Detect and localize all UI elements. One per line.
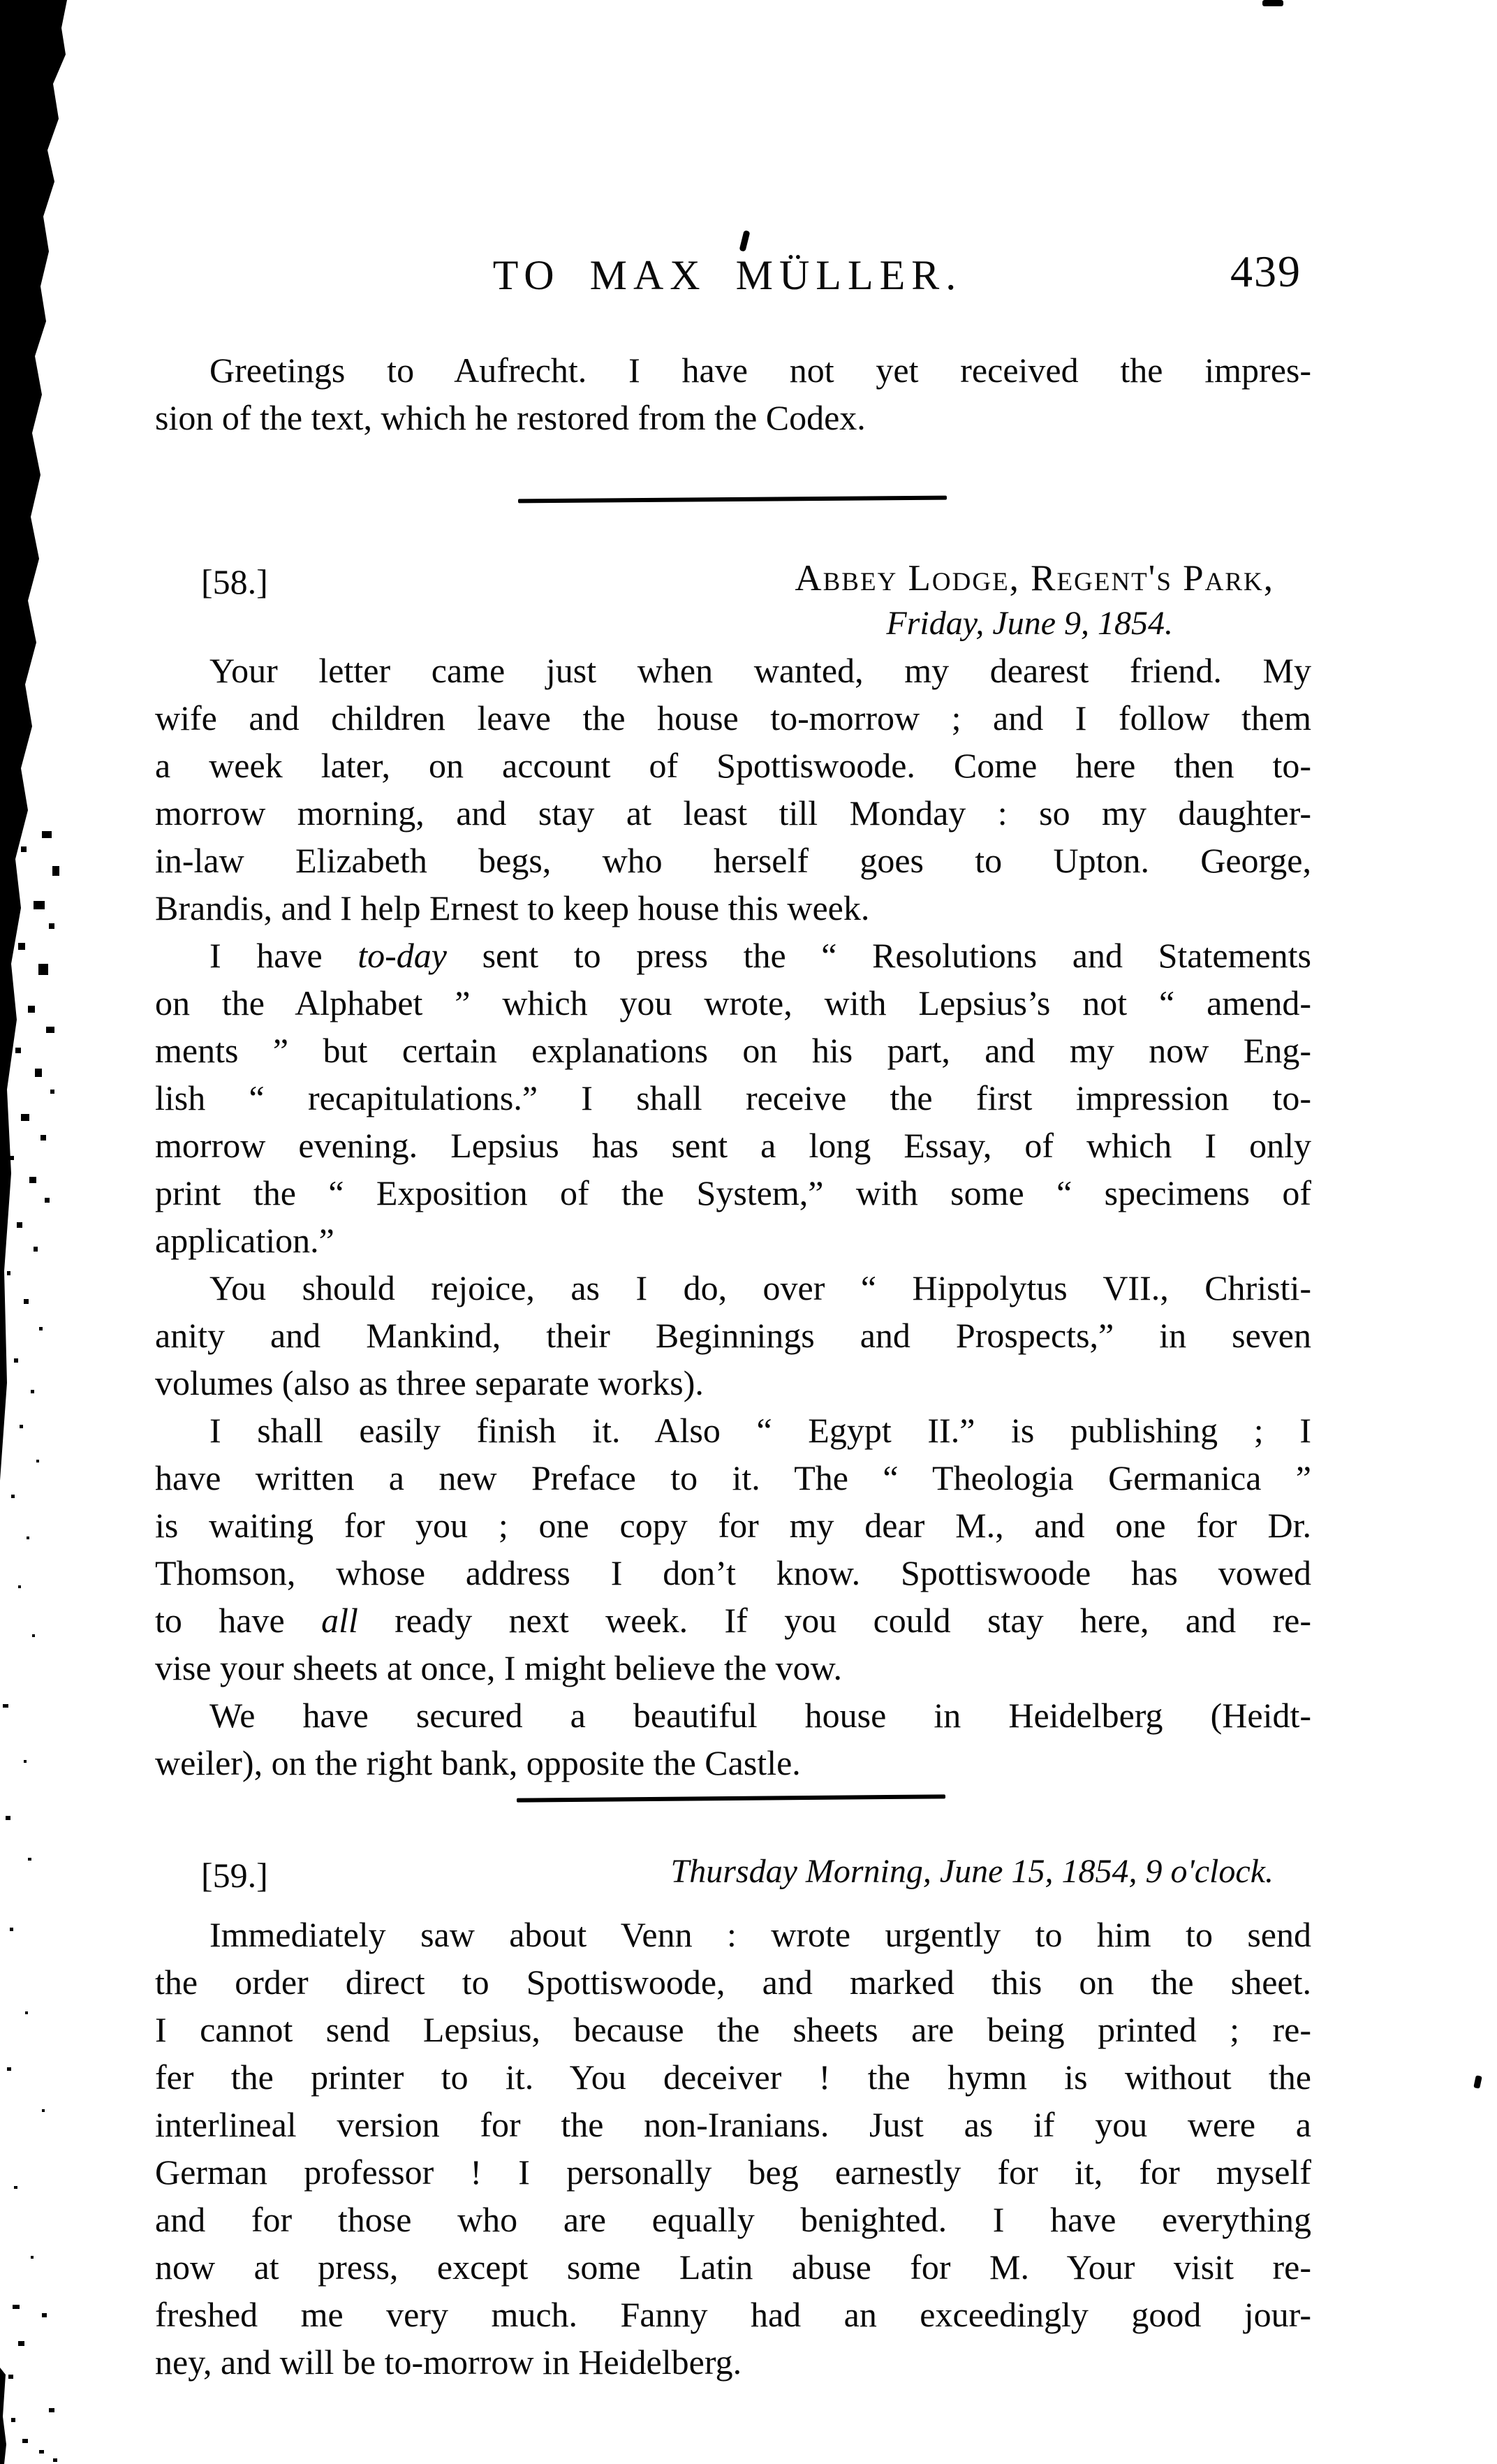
text-line: volumes (also as three separate works).: [155, 1363, 704, 1402]
letter-place: Abbey Lodge, Regent's Park,: [795, 558, 1274, 599]
text-line: the order direct to Spottiswoode, and marked this on the sheet.: [155, 1963, 1311, 2002]
text-line: on the Alphabet ” which you wrote, with Lepsius’s not “ amend-: [155, 983, 1311, 1022]
italic-text: to-day: [357, 936, 447, 975]
letter-date: Thursday Morning, June 15, 1854, 9 o'clock.: [670, 1853, 1274, 1890]
letter-59-heading: [155, 1851, 1311, 1900]
running-head: [152, 244, 1311, 300]
section-divider: [517, 1794, 945, 1802]
letter-58: [155, 557, 1311, 1787]
text-line: German professor ! I personally beg earnestly for it, for myself: [155, 2153, 1311, 2192]
letter-59-body: [155, 1911, 1311, 2386]
text-line: Brandis, and I help Ernest to keep house this week.: [155, 888, 870, 927]
text-line: ney, and will be to-morrow in Heidelberg.: [155, 2342, 742, 2382]
binding-edge-artifact: [0, 0, 98, 2464]
text-line: fer the printer to it. You deceiver ! the hymn is without the: [155, 2058, 1311, 2097]
scan-mark-right-margin: [1473, 2075, 1482, 2088]
scan-mark-top: [1262, 0, 1283, 6]
text-line: Thomson, whose address I don’t know. Spottiswoode has vowed: [155, 1553, 1311, 1592]
text-line: now at press, except some Latin abuse for M. Your visit re-: [155, 2247, 1311, 2287]
section-divider: [518, 496, 947, 504]
letter-number: [59.]: [201, 1856, 268, 1895]
letter-date: Friday, June 9, 1854.: [886, 605, 1173, 642]
text-line: I cannot send Lepsius, because the sheets are being printed ; re-: [155, 2010, 1311, 2049]
text-line: and for those who are equally benighted. I have everything: [155, 2200, 1311, 2239]
letter-58-heading: [155, 557, 1311, 602]
italic-text: all: [321, 1601, 358, 1640]
text-line: You should rejoice, as I do, over “ Hippolytus VII., Christi-: [209, 1268, 1311, 1307]
letter-number: [58.]: [201, 562, 268, 601]
text-line: have written a new Preface to it. The “ Theologia Germanica ”: [155, 1458, 1311, 1497]
text-line: application.”: [155, 1221, 334, 1260]
text-line: morrow evening. Lepsius has sent a long Essay, of which I only: [155, 1126, 1311, 1165]
text-line: morrow morning, and stay at least till Monday : so my daughter-: [155, 793, 1311, 833]
letter-58-body: [155, 647, 1311, 1787]
text-line: wife and children leave the house to-morrow ; and I follow them: [155, 698, 1311, 738]
text-line: anity and Mankind, their Beginnings and Prospects,” in seven: [155, 1316, 1311, 1355]
text-line: Your letter came just when wanted, my dearest friend. My: [209, 651, 1311, 690]
text-line: ments ” but certain explanations on his part, and my now Eng-: [155, 1031, 1311, 1070]
text-line: is waiting for you ; one copy for my dear M., and one for Dr.: [155, 1506, 1311, 1545]
text-line: I have to-day sent to press the “ Resolutions and Statements: [209, 936, 1311, 975]
text-line: sion of the text, which he restored from the Codex.: [155, 398, 866, 437]
text-line: We have secured a beautiful house in Heidelberg (Heidt-: [209, 1696, 1311, 1735]
text-line: weiler), on the right bank, opposite the Castle.: [155, 1743, 801, 1782]
page-title: TO MAX MÜLLER.: [492, 252, 963, 298]
text-line: interlineal version for the non-Iranians. Just as if you were a: [155, 2105, 1311, 2144]
page-number: 439: [1230, 247, 1301, 296]
intro-paragraph: [155, 346, 1311, 441]
text-line: print the “ Exposition of the System,” with some “ specimens of: [155, 1173, 1311, 1212]
text-line: vise your sheets at once, I might believe the vow.: [155, 1648, 842, 1687]
text-line: a week later, on account of Spottiswoode. Come here then to-: [155, 746, 1311, 785]
text-line: Greetings to Aufrecht. I have not yet received the impres-: [209, 351, 1311, 390]
text-line: in-law Elizabeth begs, who herself goes to Upton. George,: [155, 841, 1311, 880]
text-line: Immediately saw about Venn : wrote urgently to him to send: [209, 1915, 1311, 1954]
text-line: I shall easily finish it. Also “ Egypt II.” is publishing ; I: [209, 1411, 1311, 1450]
text-line: freshed me very much. Fanny had an exceedingly good jour-: [155, 2295, 1311, 2334]
text-line: to have all ready next week. If you could stay here, and re-: [155, 1601, 1311, 1640]
letter-59: [155, 1851, 1311, 2386]
text-line: lish “ recapitulations.” I shall receive the first impression to-: [155, 1078, 1311, 1117]
